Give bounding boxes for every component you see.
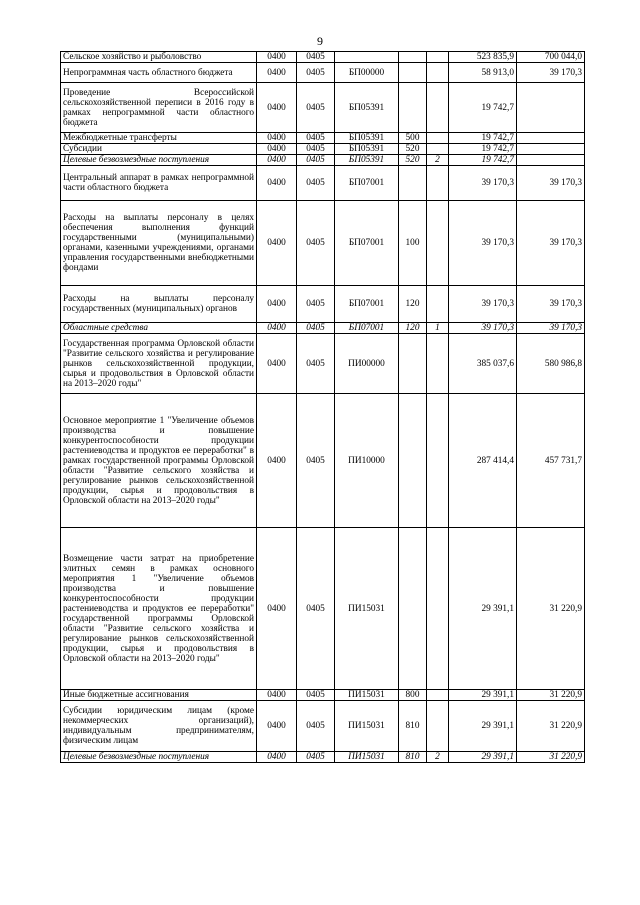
funding-source-code [427, 201, 449, 286]
target-article-code: ПИ15031 [335, 752, 399, 763]
subsection-code: 0405 [297, 52, 335, 63]
amount-year-2 [517, 155, 585, 166]
table-row [61, 166, 585, 201]
subsection-code: 0405 [297, 528, 335, 690]
table-row [61, 155, 585, 166]
section-code: 0400 [257, 144, 297, 155]
table-row [61, 144, 585, 155]
amount-year-2: 31 220,9 [517, 690, 585, 701]
table-row [61, 334, 585, 394]
funding-source-code: 2 [427, 752, 449, 763]
section-code: 0400 [257, 528, 297, 690]
subsection-code: 0405 [297, 83, 335, 133]
target-article-code: БП07001 [335, 166, 399, 201]
funding-source-code [427, 394, 449, 528]
target-article-code: ПИ15031 [335, 690, 399, 701]
subsection-code: 0405 [297, 201, 335, 286]
table-row [61, 752, 585, 763]
amount-year-1: 19 742,7 [449, 83, 517, 133]
amount-year-1: 39 170,3 [449, 201, 517, 286]
expense-type-code [399, 166, 427, 201]
funding-source-code [427, 144, 449, 155]
expense-type-code: 120 [399, 286, 427, 323]
funding-source-code [427, 286, 449, 323]
expense-type-code [399, 528, 427, 690]
amount-year-2: 580 986,8 [517, 334, 585, 394]
target-article-code: ПИ15031 [335, 701, 399, 752]
amount-year-1: 29 391,1 [449, 752, 517, 763]
section-code: 0400 [257, 394, 297, 528]
expense-type-code [399, 394, 427, 528]
funding-source-code [427, 690, 449, 701]
row-name: Субсидии [61, 144, 257, 155]
amount-year-1: 29 391,1 [449, 528, 517, 690]
subsection-code: 0405 [297, 690, 335, 701]
funding-source-code [427, 63, 449, 83]
section-code: 0400 [257, 323, 297, 334]
row-name: Возмещение части затрат на приобретение элитных семян в рамках основного мероприятия 1 "Увеличение объемов производства и повышение конкурентоспособности продукции растениеводства и продуктов ее переработки" государственной программы Орловской области "Развитие сельского хозяйства и регулирование рынков сельскохозяйственной продукции, сырья и продовольствия в Орловской области на 2013–2020 годы" [61, 528, 257, 690]
row-name: Непрограммная часть областного бюджета [61, 63, 257, 83]
row-name: Центральный аппарат в рамках непрограммной части областного бюджета [61, 166, 257, 201]
funding-source-code [427, 166, 449, 201]
amount-year-1: 287 414,4 [449, 394, 517, 528]
target-article-code: БП05391 [335, 144, 399, 155]
amount-year-1: 29 391,1 [449, 701, 517, 752]
section-code: 0400 [257, 701, 297, 752]
subsection-code: 0405 [297, 394, 335, 528]
subsection-code: 0405 [297, 334, 335, 394]
target-article-code [335, 52, 399, 63]
budget-table [60, 51, 585, 763]
row-name: Целевые безвозмездные поступления [61, 752, 257, 763]
row-name: Сельское хозяйство и рыболовство [61, 52, 257, 63]
target-article-code: ПИ15031 [335, 528, 399, 690]
amount-year-1: 39 170,3 [449, 286, 517, 323]
expense-type-code [399, 83, 427, 133]
amount-year-1: 29 391,1 [449, 690, 517, 701]
section-code: 0400 [257, 133, 297, 144]
funding-source-code [427, 528, 449, 690]
subsection-code: 0405 [297, 133, 335, 144]
target-article-code: БП00000 [335, 63, 399, 83]
amount-year-1: 58 913,0 [449, 63, 517, 83]
row-name: Целевые безвозмездные поступления [61, 155, 257, 166]
target-article-code: БП05391 [335, 133, 399, 144]
amount-year-2: 457 731,7 [517, 394, 585, 528]
subsection-code: 0405 [297, 63, 335, 83]
row-name: Проведение Всероссийской сельскохозяйственной переписи в 2016 году в рамках непрограммной части областного бюджета [61, 83, 257, 133]
table-row [61, 133, 585, 144]
section-code: 0400 [257, 334, 297, 394]
subsection-code: 0405 [297, 144, 335, 155]
section-code: 0400 [257, 690, 297, 701]
table-row [61, 701, 585, 752]
amount-year-2: 39 170,3 [517, 286, 585, 323]
amount-year-1: 39 170,3 [449, 166, 517, 201]
amount-year-1: 39 170,3 [449, 323, 517, 334]
expense-type-code [399, 52, 427, 63]
table-row [61, 394, 585, 528]
section-code: 0400 [257, 155, 297, 166]
funding-source-code [427, 334, 449, 394]
amount-year-1: 523 835,9 [449, 52, 517, 63]
expense-type-code [399, 334, 427, 394]
target-article-code: БП05391 [335, 83, 399, 133]
expense-type-code: 520 [399, 155, 427, 166]
amount-year-2 [517, 133, 585, 144]
amount-year-1: 385 037,6 [449, 334, 517, 394]
section-code: 0400 [257, 52, 297, 63]
table-row [61, 286, 585, 323]
expense-type-code: 520 [399, 144, 427, 155]
table-row [61, 52, 585, 63]
target-article-code: БП07001 [335, 286, 399, 323]
amount-year-2: 39 170,3 [517, 63, 585, 83]
subsection-code: 0405 [297, 155, 335, 166]
amount-year-2 [517, 83, 585, 133]
expense-type-code: 800 [399, 690, 427, 701]
funding-source-code [427, 52, 449, 63]
row-name: Основное мероприятие 1 "Увеличение объемов производства и повышение конкурентоспособности продукции растениеводства и продуктов ее переработки" в рамках государственной программы Орловской области "Развитие сельского хозяйства и регулирование рынков сельскохозяйственной продукции, сырья и продовольствия в Орловской области на 2013–2020 годы" [61, 394, 257, 528]
funding-source-code [427, 83, 449, 133]
funding-source-code [427, 701, 449, 752]
subsection-code: 0405 [297, 752, 335, 763]
expense-type-code [399, 63, 427, 83]
amount-year-2 [517, 144, 585, 155]
table-row [61, 83, 585, 133]
amount-year-2: 31 220,9 [517, 752, 585, 763]
row-name: Государственная программа Орловской области "Развитие сельского хозяйства и регулирование рынков сельскохозяйственной продукции, сырья и продовольствия в Орловской области на 2013–2020 годы" [61, 334, 257, 394]
amount-year-2: 700 044,0 [517, 52, 585, 63]
row-name: Расходы на выплаты персоналу государственных (муниципальных) органов [61, 286, 257, 323]
expense-type-code: 120 [399, 323, 427, 334]
amount-year-2: 31 220,9 [517, 528, 585, 690]
row-name: Иные бюджетные ассигнования [61, 690, 257, 701]
row-name: Субсидии юридическим лицам (кроме некоммерческих организаций), индивидуальным предпринимателям, физическим лицам [61, 701, 257, 752]
section-code: 0400 [257, 286, 297, 323]
amount-year-2: 39 170,3 [517, 201, 585, 286]
target-article-code: БП07001 [335, 201, 399, 286]
expense-type-code: 810 [399, 752, 427, 763]
subsection-code: 0405 [297, 323, 335, 334]
table-row [61, 528, 585, 690]
subsection-code: 0405 [297, 166, 335, 201]
subsection-code: 0405 [297, 701, 335, 752]
section-code: 0400 [257, 166, 297, 201]
table-row [61, 63, 585, 83]
row-name: Межбюджетные трансферты [61, 133, 257, 144]
amount-year-2: 39 170,3 [517, 166, 585, 201]
expense-type-code: 500 [399, 133, 427, 144]
row-name: Расходы на выплаты персоналу в целях обеспечения выполнения функций государственными (муниципальными) органами, казенными учреждениями, органами управления государственными внебюджетными фондами [61, 201, 257, 286]
funding-source-code: 2 [427, 155, 449, 166]
row-name: Областные средства [61, 323, 257, 334]
section-code: 0400 [257, 83, 297, 133]
amount-year-1: 19 742,7 [449, 133, 517, 144]
target-article-code: БП05391 [335, 155, 399, 166]
section-code: 0400 [257, 63, 297, 83]
amount-year-2: 31 220,9 [517, 701, 585, 752]
section-code: 0400 [257, 752, 297, 763]
subsection-code: 0405 [297, 286, 335, 323]
funding-source-code [427, 133, 449, 144]
section-code: 0400 [257, 201, 297, 286]
target-article-code: ПИ00000 [335, 334, 399, 394]
page-number: 9 [317, 34, 323, 48]
table-row [61, 201, 585, 286]
amount-year-1: 19 742,7 [449, 155, 517, 166]
expense-type-code: 810 [399, 701, 427, 752]
target-article-code: БП07001 [335, 323, 399, 334]
amount-year-2: 39 170,3 [517, 323, 585, 334]
funding-source-code: 1 [427, 323, 449, 334]
expense-type-code: 100 [399, 201, 427, 286]
target-article-code: ПИ10000 [335, 394, 399, 528]
amount-year-1: 19 742,7 [449, 144, 517, 155]
table-row [61, 690, 585, 701]
table-row [61, 323, 585, 334]
